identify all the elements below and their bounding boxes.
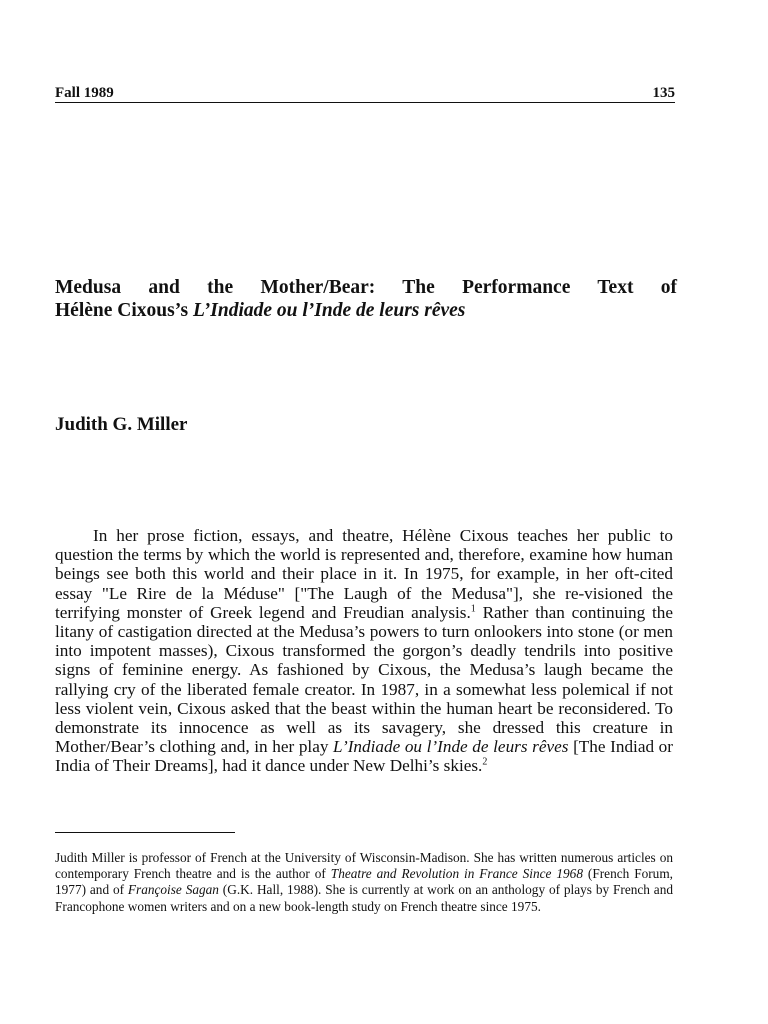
footnote-part-1: Judith Miller is professor of French at the University of Wisconsin-Madison. She has written numerous articles on contemporary French theatre and is the author of	[55, 850, 673, 882]
page-number: 135	[652, 85, 675, 101]
running-header	[55, 84, 675, 103]
title-line-1: Medusa and the Mother/Bear: The Performance Text of	[55, 277, 677, 298]
body-play-title: L’Indiade ou l’Inde de leurs rêves	[333, 737, 569, 757]
issue-date: Fall 1989	[55, 85, 114, 101]
author-footnote	[55, 850, 673, 915]
body-paragraph	[55, 526, 673, 776]
footnote-part-3: (G.K. Hall, 1988). She is currently at work on an anthology of plays by French and Francophone women writers and on a new book-length study on French theatre since 1975.	[55, 882, 673, 914]
title-line-2	[55, 299, 677, 322]
article-title	[55, 276, 677, 322]
footnote-book-1: Theatre and Revolution in France Since 1968	[330, 866, 583, 882]
author-name: Judith G. Miller	[55, 414, 188, 435]
body-text-part-1: In her prose fiction, essays, and theatre, Hélène Cixous teaches her public to question the terms by which the world is represented and, therefore, examine how human beings see both this world and their place in it. In 1975, for example, in her oft-cited essay "Le Rire de la Méduse" ["The Laugh of the Medusa"], she re-visioned the terrifying monster of Greek legend and Freudian analysis.	[55, 526, 673, 622]
footnote-book-2: Françoise Sagan	[127, 882, 219, 898]
footnote-ref-1: 1	[470, 603, 476, 615]
body-text-part-2: Rather than continuing the litany of castigation directed at the Medusa’s powers to turn onlookers into stone (or men into impotent masses), Cixous transformed the gorgon’s deadly tendrils into positive signs of feminine energy. As fashioned by Cixous, the Medusa’s laugh became the rallying cry of the liberated female creator. In 1987, in a somewhat less polemical if not less violent vein, Cixous asked that the beast within the human heart be reconsidered. To demonstrate its innocence as well as its savagery, she dressed this creature in Mother/Bear’s clothing and, in her play	[55, 602, 673, 757]
footnote-divider	[55, 832, 235, 833]
footnote-ref-2: 2	[482, 756, 488, 768]
footnote-part-2: (French Forum, 1977) and of	[55, 866, 673, 898]
title-line-2-prefix: Hélène Cixous’s	[55, 300, 193, 321]
title-play-name: L’Indiade ou l’Inde de leurs rêves	[192, 300, 466, 321]
body-text-part-3: [The Indiad or India of Their Dreams], had it dance under New Delhi’s skies.	[55, 737, 673, 776]
